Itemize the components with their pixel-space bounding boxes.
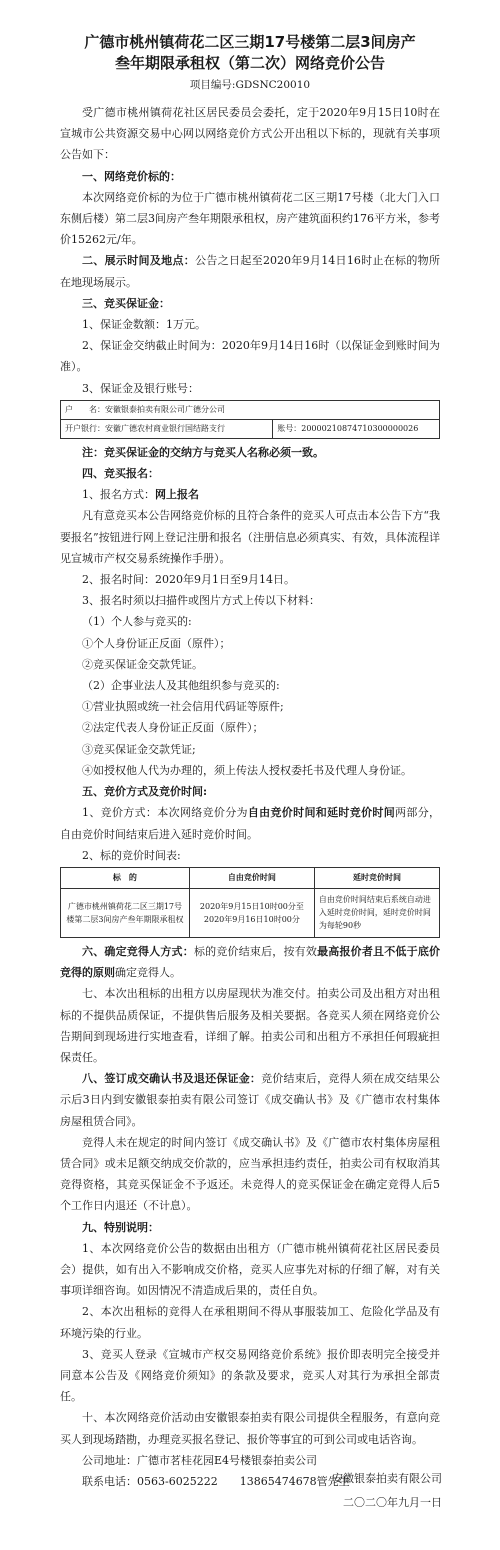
cell-target: 广德市桃州镇荷花二区三期17号楼第二层3间房产叁年期限承租权 [61, 888, 190, 937]
section-1-body: 本次网络竞价标的为位于广德市桃州镇荷花二区三期17号楼（北大门入口东侧后楼）第二层3间房产叁年期限承租权，房产建筑面积约176平方米，参考价15262元/年。 [60, 190, 440, 247]
section-6-principle: 最高报价者且不低于底价竞得的原则 [60, 944, 441, 980]
section-3-heading: 三、竞买保证金： [82, 296, 170, 310]
bank-account-label: 账号： [277, 424, 302, 434]
col-header-extended-bid: 延时竞价时间 [314, 867, 439, 888]
section-5-heading: 五、竞价方式及竞价时间: [82, 785, 208, 799]
title-line-2: 叁年期限承租权（第二次）网络竞价公告 [114, 54, 385, 72]
title-line-1: 广德市桃州镇荷花二区三期17号楼第二层3间房产 [84, 33, 416, 51]
issuer-company: 安徽银泰拍卖有限公司 [332, 1472, 442, 1485]
section-9-item-3: 3、竞买人登录《宣城市产权交易网络竞价系统》报价即表明完全接受并同意本公告及《网络竞价须知》的条款及要求，竞买人对其行为承担全部责任。 [60, 1347, 440, 1404]
section-8-body-1: 竞价结束后，竞得人须在成交结果公示后3日内到安徽银泰拍卖有限公司签订《成交确认书》及《广德市农村集体房屋租赁合同》。 [60, 1072, 441, 1128]
table-header-row [61, 867, 440, 888]
bank-name-cell [61, 400, 440, 419]
deposit-note: 注：竞买保证金的交纳方与竞买人名称必须一致。 [82, 445, 324, 459]
section-2-paragraph [60, 250, 440, 292]
section-4-heading: 四、竞买报名： [82, 467, 159, 481]
section-8-body-2: 竞得人未在规定的时间内签订《成交确认书》及《广德市农村集体房屋租赁合同》或未足额交纳成交价款的，应当承担违约责任，拍卖公司有权取消其竞得资格，其竞买保证金不予返还。未竞得人的竞买保证金在确定竞得人后5个工作日内退还（不计息）。 [60, 1135, 440, 1213]
company-heading: （2）企事业法人及其他组织参与竞买的: [82, 679, 280, 693]
bank-account-table [60, 400, 440, 439]
individual-item-b: ②竞买保证金交款凭证。 [82, 657, 203, 671]
section-1-heading: 一、网络竞价标的： [82, 169, 181, 183]
section-10-paragraph: 十、本次网络竞价活动由安徽银泰拍卖有限公司提供全程服务，有意向竞买人到现场踏勘，办理竞买报名登记、报价等事宜的可到公司或电话咨询。 [60, 1411, 440, 1446]
section-6-mid: 标的竞价结束后，按有效 [193, 944, 318, 958]
issue-date: 二〇二〇年九月一日 [343, 1496, 442, 1509]
signup-method-value: 网上报名 [155, 488, 199, 502]
bank-branch-value: 安徽广德农村商业银行国结路支行 [105, 424, 225, 434]
bid-method-suffix: 两部分，自由竞价时间结束后进入延时竞价时间。 [60, 806, 441, 841]
company-item-a: ①营业执照或统一社会信用代码证等原件; [82, 700, 284, 714]
section-5-item-2: 2、标的竞价时间表: [82, 848, 181, 862]
section-3-item-1: 1、保证金数额：1万元。 [82, 318, 206, 332]
individual-heading: （1）个人参与竞买的: [82, 615, 192, 629]
individual-item-a: ①个人身份证正反面（原件）； [82, 636, 231, 650]
cell-extended-bid-time: 自由竞价时间结束后系统自动进入延时竞价时间，延时竞价时间为每轮90秒 [314, 888, 439, 937]
col-header-free-bid: 自由竞价时间 [189, 867, 314, 888]
bank-account-value: 20000210874710300000026 [301, 424, 419, 434]
section-6-heading: 六、确定竞得人方式： [82, 944, 194, 958]
section-4-item-1-body: 凡有意竞买本公告网络竞价标的且符合条件的竞买人可点击本公告下方“我要报名”按钮进行网上登记注册和报名（注册信息必须真实、有效，具体流程详见宣城市产权交易系统操作手册）。 [60, 509, 440, 565]
section-4-item-3: 3、报名时须以扫描件或图片方式上传以下材料： [82, 594, 320, 608]
section-4-item-1 [60, 484, 440, 505]
company-item-b: ②法定代表人身份证正反面（原件）； [82, 721, 264, 735]
intro-paragraph: 受广德市桃州镇荷花社区居民委员会委托，定于2020年9月15日10时在宣城市公共资源交易中心网以网络竞价方式公开出租以下标的，现就有关事项公告如下： [60, 106, 440, 162]
section-2-body: 公告之日起至2020年9月14日16时止在标的物所在地现场展示。 [60, 254, 440, 289]
table-row [61, 419, 440, 438]
section-6-tail: 确定竞得人。 [115, 966, 181, 980]
bank-branch-label: 开户银行： [65, 424, 105, 434]
section-9-item-2: 2、本次出租标的竞得人在承租期间不得从事服装加工、危险化学品及有环境污染的行业。 [60, 1305, 440, 1340]
cell-free-bid-time: 2020年9月15日10时00分至2020年9月16日10时00分 [189, 888, 314, 937]
section-4-item-2: 2、报名时间：2020年9月1日至9月14日。 [82, 573, 295, 587]
bid-method-prefix: 1、竞价方式：本次网络竞价分为 [82, 806, 248, 820]
section-8-heading: 八、签订成交确认书及退还保证金： [82, 1072, 262, 1086]
company-item-d: ④如授权他人代为办理的，须上传法人授权委托书及代理人身份证。 [82, 763, 412, 777]
bid-schedule-table [60, 867, 440, 938]
bank-name-label: 户 名： [65, 405, 105, 415]
company-item-c: ③竞买保证金交款凭证; [82, 742, 196, 756]
section-2-heading: 二、展示时间及地点： [82, 254, 196, 268]
bank-name-value: 安徽银泰拍卖有限公司广德分公司 [105, 405, 225, 415]
section-5-item-1 [60, 802, 440, 844]
section-6-paragraph [60, 941, 440, 983]
table-row [61, 888, 440, 937]
section-3-item-2: 2、保证金交纳截止时间为：2020年9月14日16时（以保证金到账时间为准）。 [60, 339, 440, 374]
section-8-paragraph [60, 1068, 440, 1132]
section-9-heading: 九、特别说明： [82, 1220, 159, 1234]
section-3-item-3: 3、保证金及银行账号： [82, 381, 199, 395]
section-7-paragraph: 七、本次出租标的出租方以房屋现状为准交付。拍卖公司及出租方对出租标的不提供品质保证，不提供售后服务及相关要据。各竞买人须在网络竞价公告期间到现场进行实地查看，详细了解。拍卖公司和出租方不承担任何瑕疵担保责任。 [60, 987, 440, 1064]
company-address: 公司地址：广德市茗桂花园E4号楼银泰拍卖公司 [82, 1453, 318, 1467]
signup-method-label: 1、报名方式： [82, 488, 155, 502]
page-title [60, 32, 440, 74]
col-header-target: 标 的 [61, 867, 190, 888]
bid-method-bold: 自由竞价时间和延时竞价时间 [247, 806, 396, 820]
bank-account-cell [273, 419, 440, 438]
table-row [61, 400, 440, 419]
section-9-item-1: 1、本次网络竞价公告的数据由出租方（广德市桃州镇荷花社区居民委员会）提供，如有出入不影响成交价格，竞买人应事先对标的仔细了解，对有关事项详细咨询。如因情况不清造成后果的，责任自负。 [60, 1241, 440, 1298]
bank-branch-cell [61, 419, 273, 438]
contact-phone: 联系电话：0563-6025222 13865474678管先生 [82, 1474, 350, 1488]
project-number: 项目编号:GDSNC20010 [189, 79, 311, 91]
